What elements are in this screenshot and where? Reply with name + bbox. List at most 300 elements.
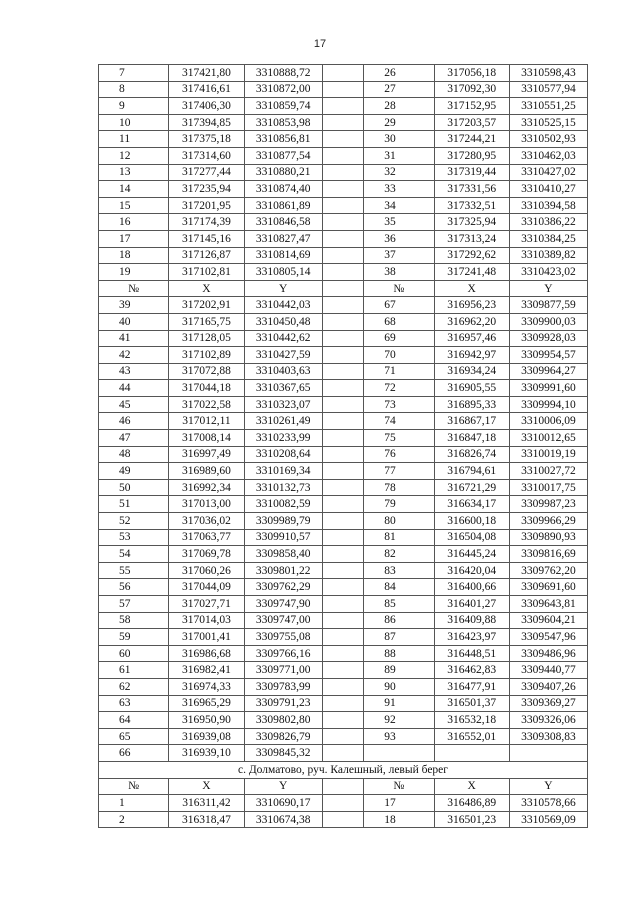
point-number-cell: 12	[99, 147, 169, 164]
point-number-cell: 81	[364, 529, 434, 546]
x-coordinate-cell: 316318,47	[169, 811, 244, 828]
y-coordinate-cell: 3310888,72	[244, 65, 322, 82]
y-coordinate-cell: 3310027,72	[509, 463, 587, 480]
y-coordinate-cell: 3309802,80	[244, 712, 322, 729]
point-number-cell: 11	[99, 131, 169, 148]
y-coordinate-cell: 3309771,00	[244, 662, 322, 679]
table-row	[99, 214, 588, 231]
point-number-cell: 55	[99, 562, 169, 579]
point-number-cell: 16	[99, 214, 169, 231]
point-number-cell: 10	[99, 114, 169, 131]
x-coordinate-cell: 316905,55	[434, 380, 509, 397]
column-spacer	[322, 496, 364, 513]
point-number-cell: 15	[99, 197, 169, 214]
x-coordinate-cell: 316847,18	[434, 430, 509, 447]
x-coordinate-cell: 316934,24	[434, 363, 509, 380]
point-number-cell: 46	[99, 413, 169, 430]
y-coordinate-cell: 3309964,27	[509, 363, 587, 380]
point-number-cell: 1	[99, 795, 169, 812]
x-coordinate-cell: 316462,83	[434, 662, 509, 679]
column-header-x: X	[434, 778, 509, 795]
column-spacer	[322, 131, 364, 148]
point-number-cell: 66	[99, 745, 169, 762]
column-spacer	[322, 446, 364, 463]
x-coordinate-cell: 317201,95	[169, 197, 244, 214]
column-spacer	[322, 546, 364, 563]
point-number-cell: 71	[364, 363, 434, 380]
x-coordinate-cell: 317072,88	[169, 363, 244, 380]
x-coordinate-cell: 317022,58	[169, 396, 244, 413]
point-number-cell: 48	[99, 446, 169, 463]
y-coordinate-cell: 3310261,49	[244, 413, 322, 430]
column-spacer	[322, 513, 364, 530]
point-number-cell: 42	[99, 347, 169, 364]
column-header-y: Y	[509, 280, 587, 297]
x-coordinate-cell: 316423,97	[434, 629, 509, 646]
x-coordinate-cell: 316989,60	[169, 463, 244, 480]
y-coordinate-cell: 3309747,90	[244, 596, 322, 613]
table-row	[99, 131, 588, 148]
point-number-cell: 53	[99, 529, 169, 546]
column-header-number: №	[364, 778, 434, 795]
x-coordinate-cell: 317027,71	[169, 596, 244, 613]
y-coordinate-cell: 3309547,96	[509, 629, 587, 646]
y-coordinate-cell: 3309407,26	[509, 678, 587, 695]
x-coordinate-cell: 317128,05	[169, 330, 244, 347]
point-number-cell: 83	[364, 562, 434, 579]
table-row	[99, 297, 588, 314]
x-coordinate-cell: 317063,77	[169, 529, 244, 546]
x-coordinate-cell: 317241,48	[434, 264, 509, 281]
table-row	[99, 678, 588, 695]
point-number-cell: 70	[364, 347, 434, 364]
x-coordinate-cell: 316939,08	[169, 728, 244, 745]
column-spacer	[322, 147, 364, 164]
table-row	[99, 114, 588, 131]
column-spacer	[322, 380, 364, 397]
x-coordinate-cell: 317319,44	[434, 164, 509, 181]
column-spacer	[322, 430, 364, 447]
point-number-cell: 18	[99, 247, 169, 264]
y-coordinate-cell: 3310006,09	[509, 413, 587, 430]
y-coordinate-cell: 3309826,79	[244, 728, 322, 745]
point-number-cell: 64	[99, 712, 169, 729]
column-spacer	[322, 330, 364, 347]
column-spacer	[322, 214, 364, 231]
y-coordinate-cell: 3310394,58	[509, 197, 587, 214]
y-coordinate-cell: 3310403,63	[244, 363, 322, 380]
x-coordinate-cell: 317280,95	[434, 147, 509, 164]
point-number-cell: 17	[364, 795, 434, 812]
table-row	[99, 645, 588, 662]
x-coordinate-cell: 316532,18	[434, 712, 509, 729]
x-coordinate-cell: 316895,33	[434, 396, 509, 413]
table-row	[99, 596, 588, 613]
table-row	[99, 413, 588, 430]
column-spacer	[322, 562, 364, 579]
point-number-cell: 9	[99, 98, 169, 115]
x-coordinate-cell: 316965,29	[169, 695, 244, 712]
y-coordinate-cell: 3310859,74	[244, 98, 322, 115]
y-coordinate-cell: 3309755,08	[244, 629, 322, 646]
table-row	[99, 347, 588, 364]
x-coordinate-cell: 317331,56	[434, 181, 509, 198]
x-coordinate-cell: 317008,14	[169, 430, 244, 447]
column-spacer	[322, 645, 364, 662]
x-coordinate-cell: 317406,30	[169, 98, 244, 115]
y-coordinate-cell: 3309691,60	[509, 579, 587, 596]
y-coordinate-cell: 3309816,69	[509, 546, 587, 563]
column-spacer	[322, 98, 364, 115]
x-coordinate-cell: 317202,91	[169, 297, 244, 314]
y-coordinate-cell: 3309910,57	[244, 529, 322, 546]
x-coordinate-cell: 316400,66	[434, 579, 509, 596]
point-number-cell: 32	[364, 164, 434, 181]
point-number-cell: 58	[99, 612, 169, 629]
x-coordinate-cell: 317044,18	[169, 380, 244, 397]
y-coordinate-cell: 3309369,27	[509, 695, 587, 712]
x-coordinate-cell: 316634,17	[434, 496, 509, 513]
column-spacer	[322, 197, 364, 214]
point-number-cell: 34	[364, 197, 434, 214]
point-number-cell: 44	[99, 380, 169, 397]
column-header-number: №	[364, 280, 434, 297]
y-coordinate-cell: 3310853,98	[244, 114, 322, 131]
x-coordinate-cell: 317036,02	[169, 513, 244, 530]
y-coordinate-cell: 3310861,89	[244, 197, 322, 214]
y-coordinate-cell: 3309308,83	[509, 728, 587, 745]
x-coordinate-cell: 317292,62	[434, 247, 509, 264]
x-coordinate-cell: 316401,27	[434, 596, 509, 613]
table-row	[99, 147, 588, 164]
column-spacer	[322, 230, 364, 247]
y-coordinate-cell: 3309762,20	[509, 562, 587, 579]
x-coordinate-cell: 316486,89	[434, 795, 509, 812]
coordinates-table	[98, 64, 588, 828]
y-coordinate-cell: 3310856,81	[244, 131, 322, 148]
x-coordinate-cell: 317152,95	[434, 98, 509, 115]
x-coordinate-cell: 317014,03	[169, 612, 244, 629]
point-number-cell: 49	[99, 463, 169, 480]
y-coordinate-cell: 3309747,00	[244, 612, 322, 629]
column-spacer	[322, 396, 364, 413]
x-coordinate-cell: 317126,87	[169, 247, 244, 264]
y-coordinate-cell: 3309966,29	[509, 513, 587, 530]
column-spacer	[322, 313, 364, 330]
table-row	[99, 662, 588, 679]
table-row	[99, 98, 588, 115]
point-number-cell: 31	[364, 147, 434, 164]
column-spacer	[322, 264, 364, 281]
column-spacer	[322, 596, 364, 613]
header-row	[99, 280, 588, 297]
y-coordinate-cell: 3309440,77	[509, 662, 587, 679]
y-coordinate-cell: 3310427,02	[509, 164, 587, 181]
column-spacer	[322, 579, 364, 596]
y-coordinate-cell: 3310827,47	[244, 230, 322, 247]
y-coordinate-cell: 3309877,59	[509, 297, 587, 314]
x-coordinate-cell: 317174,39	[169, 214, 244, 231]
point-number-cell: 67	[364, 297, 434, 314]
column-header-y: Y	[244, 280, 322, 297]
y-coordinate-cell: 3310846,58	[244, 214, 322, 231]
y-coordinate-cell: 3310872,00	[244, 81, 322, 98]
y-coordinate-cell: 3309987,23	[509, 496, 587, 513]
table-row	[99, 479, 588, 496]
x-coordinate-cell: 317001,41	[169, 629, 244, 646]
y-coordinate-cell: 3310442,62	[244, 330, 322, 347]
table-row	[99, 811, 588, 828]
point-number-cell: 50	[99, 479, 169, 496]
point-number-cell: 51	[99, 496, 169, 513]
column-spacer	[322, 65, 364, 82]
y-coordinate-cell: 3309643,81	[509, 596, 587, 613]
y-coordinate-cell: 3310389,82	[509, 247, 587, 264]
x-coordinate-cell: 317375,18	[169, 131, 244, 148]
x-coordinate-cell: 316974,33	[169, 678, 244, 695]
point-number-cell: 43	[99, 363, 169, 380]
point-number-cell: 35	[364, 214, 434, 231]
section-title-row	[99, 761, 588, 778]
point-number-cell: 76	[364, 446, 434, 463]
column-spacer	[322, 678, 364, 695]
x-coordinate-cell: 317244,21	[434, 131, 509, 148]
y-coordinate-cell: 3310384,25	[509, 230, 587, 247]
x-coordinate-cell: 317421,80	[169, 65, 244, 82]
point-number-cell: 82	[364, 546, 434, 563]
y-coordinate-cell: 3310525,15	[509, 114, 587, 131]
x-coordinate-cell: 316501,23	[434, 811, 509, 828]
y-coordinate-cell: 3309928,03	[509, 330, 587, 347]
y-coordinate-cell: 3310012,65	[509, 430, 587, 447]
point-number-cell: 39	[99, 297, 169, 314]
table-row	[99, 546, 588, 563]
x-coordinate-cell: 317314,60	[169, 147, 244, 164]
point-number-cell: 85	[364, 596, 434, 613]
point-number-cell: 45	[99, 396, 169, 413]
point-number-cell: 87	[364, 629, 434, 646]
y-coordinate-cell: 3310208,64	[244, 446, 322, 463]
x-coordinate-cell: 316982,41	[169, 662, 244, 679]
point-number-cell: 37	[364, 247, 434, 264]
table-row	[99, 164, 588, 181]
x-coordinate-cell: 316600,18	[434, 513, 509, 530]
column-header-number: №	[99, 280, 169, 297]
x-coordinate-cell: 316957,46	[434, 330, 509, 347]
y-coordinate-cell: 3310462,03	[509, 147, 587, 164]
y-coordinate-cell: 3309954,57	[509, 347, 587, 364]
x-coordinate-cell: 317313,24	[434, 230, 509, 247]
x-coordinate-cell: 316950,90	[169, 712, 244, 729]
column-spacer	[322, 795, 364, 812]
point-number-cell: 26	[364, 65, 434, 82]
y-coordinate-cell: 3310814,69	[244, 247, 322, 264]
point-number-cell: 14	[99, 181, 169, 198]
table-row	[99, 330, 588, 347]
column-spacer	[322, 479, 364, 496]
point-number-cell: 88	[364, 645, 434, 662]
y-coordinate-cell: 3310569,09	[509, 811, 587, 828]
point-number-cell: 8	[99, 81, 169, 98]
point-number-cell: 89	[364, 662, 434, 679]
column-spacer	[322, 529, 364, 546]
x-coordinate-cell: 316826,74	[434, 446, 509, 463]
x-coordinate-cell: 316552,01	[434, 728, 509, 745]
y-coordinate-cell: 3310690,17	[244, 795, 322, 812]
column-spacer	[322, 363, 364, 380]
column-spacer	[322, 247, 364, 264]
point-number-cell: 19	[99, 264, 169, 281]
x-coordinate-cell: 316939,10	[169, 745, 244, 762]
point-number-cell: 86	[364, 612, 434, 629]
y-coordinate-cell: 3309766,16	[244, 645, 322, 662]
x-coordinate-cell: 317416,61	[169, 81, 244, 98]
point-number-cell: 7	[99, 65, 169, 82]
x-coordinate-cell: 317332,51	[434, 197, 509, 214]
x-coordinate-cell: 317325,94	[434, 214, 509, 231]
x-coordinate-cell: 316942,97	[434, 347, 509, 364]
table-row	[99, 65, 588, 82]
column-header-number: №	[99, 778, 169, 795]
x-coordinate-cell: 317235,94	[169, 181, 244, 198]
x-coordinate-cell	[434, 745, 509, 762]
column-spacer	[322, 612, 364, 629]
point-number-cell: 62	[99, 678, 169, 695]
column-header-x: X	[434, 280, 509, 297]
y-coordinate-cell: 3310805,14	[244, 264, 322, 281]
x-coordinate-cell: 317145,16	[169, 230, 244, 247]
x-coordinate-cell: 317069,78	[169, 546, 244, 563]
point-number-cell: 40	[99, 313, 169, 330]
y-coordinate-cell: 3310323,07	[244, 396, 322, 413]
y-coordinate-cell: 3310502,93	[509, 131, 587, 148]
point-number-cell: 77	[364, 463, 434, 480]
point-number-cell: 18	[364, 811, 434, 828]
point-number-cell: 56	[99, 579, 169, 596]
table-row	[99, 313, 588, 330]
y-coordinate-cell	[509, 745, 587, 762]
x-coordinate-cell: 317102,81	[169, 264, 244, 281]
point-number-cell: 93	[364, 728, 434, 745]
column-spacer	[322, 413, 364, 430]
x-coordinate-cell: 316420,04	[434, 562, 509, 579]
y-coordinate-cell: 3310674,38	[244, 811, 322, 828]
y-coordinate-cell: 3310019,19	[509, 446, 587, 463]
point-number-cell: 47	[99, 430, 169, 447]
table-row	[99, 430, 588, 447]
table-row	[99, 247, 588, 264]
table-row	[99, 629, 588, 646]
x-coordinate-cell: 316311,42	[169, 795, 244, 812]
y-coordinate-cell: 3309989,79	[244, 513, 322, 530]
x-coordinate-cell: 316962,20	[434, 313, 509, 330]
y-coordinate-cell: 3309791,23	[244, 695, 322, 712]
table-row	[99, 513, 588, 530]
y-coordinate-cell: 3309991,60	[509, 380, 587, 397]
y-coordinate-cell: 3310017,75	[509, 479, 587, 496]
point-number-cell: 59	[99, 629, 169, 646]
column-spacer	[322, 728, 364, 745]
y-coordinate-cell: 3310880,21	[244, 164, 322, 181]
x-coordinate-cell: 317394,85	[169, 114, 244, 131]
column-header-x: X	[169, 280, 244, 297]
x-coordinate-cell: 317203,57	[434, 114, 509, 131]
point-number-cell: 79	[364, 496, 434, 513]
y-coordinate-cell: 3309801,22	[244, 562, 322, 579]
x-coordinate-cell: 317277,44	[169, 164, 244, 181]
y-coordinate-cell: 3310410,27	[509, 181, 587, 198]
table-row	[99, 562, 588, 579]
y-coordinate-cell: 3310233,99	[244, 430, 322, 447]
y-coordinate-cell: 3309783,99	[244, 678, 322, 695]
point-number-cell: 13	[99, 164, 169, 181]
table-row	[99, 745, 588, 762]
x-coordinate-cell: 317044,09	[169, 579, 244, 596]
x-coordinate-cell: 317102,89	[169, 347, 244, 364]
column-spacer	[322, 81, 364, 98]
point-number-cell: 38	[364, 264, 434, 281]
x-coordinate-cell: 316445,24	[434, 546, 509, 563]
point-number-cell: 28	[364, 98, 434, 115]
table-row	[99, 795, 588, 812]
page-number: 17	[313, 38, 327, 50]
y-coordinate-cell: 3309900,03	[509, 313, 587, 330]
x-coordinate-cell: 316794,61	[434, 463, 509, 480]
point-number-cell: 33	[364, 181, 434, 198]
table-row	[99, 380, 588, 397]
x-coordinate-cell: 316501,37	[434, 695, 509, 712]
column-spacer	[322, 181, 364, 198]
point-number-cell: 78	[364, 479, 434, 496]
x-coordinate-cell: 317092,30	[434, 81, 509, 98]
column-spacer	[322, 164, 364, 181]
y-coordinate-cell: 3310082,59	[244, 496, 322, 513]
y-coordinate-cell: 3310578,66	[509, 795, 587, 812]
y-coordinate-cell: 3310874,40	[244, 181, 322, 198]
y-coordinate-cell: 3309604,21	[509, 612, 587, 629]
table-row	[99, 728, 588, 745]
point-number-cell	[364, 745, 434, 762]
column-spacer	[322, 695, 364, 712]
column-header-y: Y	[244, 778, 322, 795]
column-header-y: Y	[509, 778, 587, 795]
point-number-cell: 27	[364, 81, 434, 98]
column-spacer	[322, 745, 364, 762]
y-coordinate-cell: 3309486,96	[509, 645, 587, 662]
point-number-cell: 69	[364, 330, 434, 347]
point-number-cell: 41	[99, 330, 169, 347]
point-number-cell: 54	[99, 546, 169, 563]
y-coordinate-cell: 3310169,34	[244, 463, 322, 480]
y-coordinate-cell: 3309845,32	[244, 745, 322, 762]
y-coordinate-cell: 3310450,48	[244, 313, 322, 330]
table-row	[99, 463, 588, 480]
y-coordinate-cell: 3310427,59	[244, 347, 322, 364]
point-number-cell: 74	[364, 413, 434, 430]
column-spacer	[322, 712, 364, 729]
point-number-cell: 17	[99, 230, 169, 247]
point-number-cell: 68	[364, 313, 434, 330]
y-coordinate-cell: 3309326,06	[509, 712, 587, 729]
point-number-cell: 36	[364, 230, 434, 247]
point-number-cell: 61	[99, 662, 169, 679]
table-row	[99, 496, 588, 513]
table-row	[99, 181, 588, 198]
x-coordinate-cell: 316477,91	[434, 678, 509, 695]
point-number-cell: 57	[99, 596, 169, 613]
column-spacer	[322, 114, 364, 131]
x-coordinate-cell: 317013,00	[169, 496, 244, 513]
